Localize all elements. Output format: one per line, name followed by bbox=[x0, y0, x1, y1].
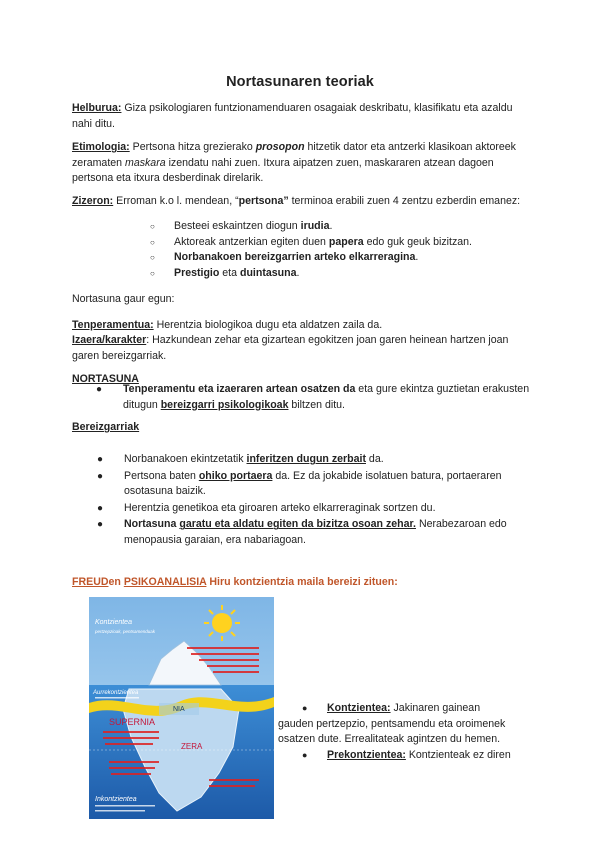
etimologia-word-maskara: maskara bbox=[125, 156, 166, 169]
list-item bbox=[96, 382, 536, 413]
izaera-label: Izaera/karakter bbox=[72, 334, 147, 346]
zizeron-word-pertsona: pertsona” bbox=[238, 195, 289, 207]
nortasuna-bold-2: bereizgarri psikologikoak bbox=[160, 398, 289, 411]
freud-word: FREUD bbox=[72, 576, 109, 588]
tenperamentua-label: Tenperamentua: bbox=[72, 319, 154, 331]
bereizgarriak-list bbox=[97, 452, 537, 549]
iceberg-diagram bbox=[89, 597, 274, 819]
list-item bbox=[150, 235, 510, 251]
circle-bullet-icon: ○ bbox=[150, 237, 155, 247]
item-bold: Prestigio bbox=[174, 266, 220, 279]
etimologia-text-1: Pertsona hitza grezierako bbox=[129, 141, 256, 153]
item-tail-2: . bbox=[296, 266, 300, 279]
bullet-icon: ● bbox=[97, 454, 104, 465]
circle-bullet-icon: ○ bbox=[150, 268, 155, 278]
bullet-icon: ● bbox=[97, 470, 104, 482]
item-tail: . bbox=[415, 251, 419, 264]
item-text: Besteei eskaintzen diogun bbox=[174, 220, 301, 232]
freud-subtitle: Hiru kontzientzia maila bereizi zituen: bbox=[206, 576, 398, 588]
nortasuna-heading-text: NORTASUNA bbox=[72, 373, 139, 385]
bereizgarriak-heading bbox=[72, 420, 532, 436]
list-item bbox=[97, 517, 537, 548]
page-title: Nortasunaren teoriak bbox=[226, 74, 374, 90]
item-text: Herentzia genetikoa eta giroaren arteko elkarreraginak sortzen du. bbox=[124, 501, 436, 514]
nortasuna-text-1: eta gure ekintza guztietan erakusten ditugun bbox=[123, 383, 530, 411]
bullet-icon: ● bbox=[97, 502, 104, 514]
freud-heading bbox=[72, 576, 398, 588]
list-item bbox=[278, 701, 518, 748]
list-item bbox=[97, 501, 537, 517]
list-item bbox=[150, 250, 510, 266]
izaera-text: : Hazkundean zehar eta gizartean egokitzen joan garen heinean hartzen joan garen bereizgarriak. bbox=[72, 334, 509, 362]
nia-label: NIA bbox=[173, 706, 185, 713]
item-tail: da. bbox=[365, 453, 384, 465]
gaur-egun-line: Nortasuna gaur egun: bbox=[72, 293, 175, 305]
tenperamentua-line bbox=[72, 318, 532, 334]
nortasuna-text-2: biltzen ditu. bbox=[288, 398, 346, 411]
item-tail: . bbox=[329, 220, 333, 232]
helburua-paragraph bbox=[72, 101, 532, 132]
item-tail: Nerabezaroan edo menopausia garaian, era nabariagoan. bbox=[124, 518, 507, 546]
nortasuna-bold-1: Tenperamentu eta izaeraren artean osatzen da bbox=[123, 383, 356, 395]
list-item bbox=[278, 748, 518, 764]
bullet-icon: ● bbox=[96, 384, 103, 395]
prekontzientea-term: Prekontzientea: bbox=[327, 748, 406, 761]
etimologia-label: Etimologia: bbox=[72, 141, 130, 153]
list-item bbox=[150, 219, 510, 235]
list-item bbox=[97, 469, 537, 500]
kontzientea-label: Kontzientea bbox=[95, 619, 132, 626]
aurrekontzientea-label: Aurrekontzientea bbox=[93, 690, 139, 696]
bereizgarriak-heading-text: Bereizgarriak bbox=[72, 421, 140, 433]
psikoanalisia-word: PSIKOANALISIA bbox=[123, 576, 207, 588]
item-tail: da. Ez da jokabide isolatuen batura, portaeraren osotasuna baizik. bbox=[124, 469, 502, 498]
zizeron-list bbox=[150, 219, 510, 281]
etimologia-paragraph bbox=[72, 140, 532, 187]
circle-bullet-icon: ○ bbox=[150, 222, 155, 231]
list-item bbox=[97, 452, 537, 468]
bullet-icon: ● bbox=[302, 749, 308, 760]
supernia-label: SUPERNIA bbox=[109, 717, 156, 727]
item-bold: papera bbox=[328, 235, 364, 248]
kontzientea-term: Kontzientea: bbox=[327, 702, 391, 714]
item-bold-underline: garatu eta aldatu egiten da bizitza osoan zehar. bbox=[179, 518, 416, 531]
etimologia-text-3: izendatu nahi zuen. Itxura aipatzen zuen, maskararen atzean dagoen pertsona eta itxura desberdinak direlarik. bbox=[72, 156, 494, 185]
item-bold: Norbanakoen bereizgarrien arteko elkarreragina bbox=[174, 251, 416, 264]
item-bold-2: duintasuna bbox=[239, 266, 297, 279]
zizeron-paragraph bbox=[72, 194, 532, 210]
item-bold: irudia bbox=[300, 220, 330, 232]
zizeron-text-1: Erroman k.o l. mendean, “ bbox=[113, 195, 239, 207]
helburua-text: Giza psikologiaren funtzionamenduaren osagaiak deskribatu, klasifikatu eta azaldu nahi ditu. bbox=[72, 102, 513, 130]
item-tail: edo guk geuk bizitzan. bbox=[363, 235, 473, 248]
zizeron-label: Zizeron: bbox=[72, 195, 114, 207]
item-bold-underline: inferitzen dugun zerbait bbox=[246, 453, 366, 465]
bullet-icon: ● bbox=[97, 519, 104, 531]
helburua-label: Helburua: bbox=[72, 102, 122, 114]
kontzientzia-list bbox=[278, 701, 518, 763]
freud-suffix: en bbox=[108, 576, 124, 588]
prekontzientea-definition: Kontzienteak ez diren bbox=[405, 748, 511, 761]
kontzientea-definition: Jakinaren gainean gauden pertzepzio, pentsamendu eta oroimenek osatzen dute. Errealitateak agintzen du hemen. bbox=[278, 702, 506, 746]
item-tail: eta bbox=[219, 266, 240, 279]
zera-label: ZERA bbox=[181, 742, 203, 751]
list-item bbox=[150, 266, 510, 282]
item-bold-underline: ohiko portaera bbox=[198, 469, 273, 482]
item-text: Pertsona baten bbox=[124, 469, 199, 482]
kontzientea-sub: pertzepzioak, pentsamenduak bbox=[95, 629, 156, 634]
etimologia-text-2: hitzetik dator eta antzerki klasikoan aktoreek zeramaten bbox=[72, 141, 516, 169]
bullet-icon: ● bbox=[302, 703, 308, 713]
circle-bullet-icon: ○ bbox=[150, 253, 155, 263]
item-text: Norbanakoen ekintzetatik bbox=[124, 453, 247, 465]
item-bold: Nortasuna bbox=[124, 518, 180, 531]
inkontzientea-label: Inkontzientea bbox=[95, 796, 137, 803]
etimologia-word-prosopon: prosopon bbox=[255, 141, 305, 153]
nortasuna-list bbox=[96, 382, 536, 413]
zizeron-text-2: terminoa erabili zuen 4 zentzu ezberdin emanez: bbox=[288, 195, 521, 207]
izaera-paragraph bbox=[72, 333, 532, 364]
item-text: Aktoreak antzerkian egiten duen bbox=[174, 235, 329, 248]
tenperamentua-text: Herentzia biologikoa dugu eta aldatzen zaila da. bbox=[153, 319, 383, 331]
